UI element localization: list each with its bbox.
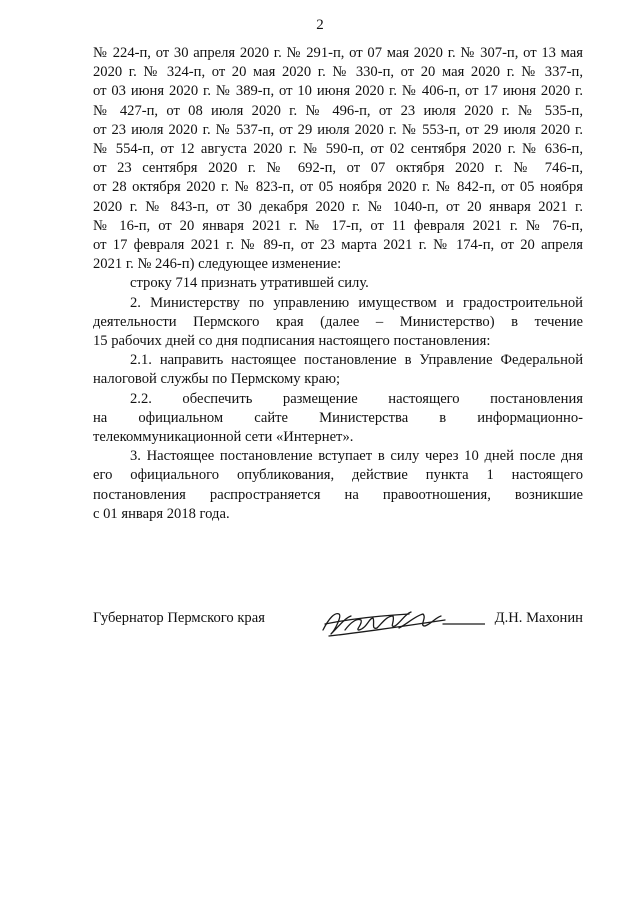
document-body <box>93 44 583 524</box>
signatory-title: Губернатор Пермского края <box>93 610 265 626</box>
text-line: 3. Настоящее постановление вступает в силу через 10 дней после дня <box>130 448 583 465</box>
text-line: № 16-п, от 20 января 2021 г. № 17-п, от 11 февраля 2021 г. № 76-п, <box>93 217 583 234</box>
signature-block <box>93 604 583 644</box>
text-line: 2.1. направить настоящее постановление в Управление Федеральной <box>130 352 583 369</box>
text-line: № 427-п, от 08 июля 2020 г. № 496-п, от 23 июля 2020 г. № 535-п, <box>93 102 583 119</box>
text-line: 15 рабочих дней со дня подписания настоящего постановления: <box>93 333 491 350</box>
text-line: постановления распространяется на правоотношения, возникшие <box>93 486 583 503</box>
text-line: 2021 г. № 246-п) следующее изменение: <box>93 256 342 273</box>
text-line: от 17 февраля 2021 г. № 89-п, от 23 марта 2021 г. № 174-п, от 20 апреля <box>93 237 583 254</box>
paragraph-item-2-1 <box>93 351 583 389</box>
text-line: строку 714 признать утратившей силу. <box>130 275 369 292</box>
page-number: 2 <box>316 17 324 33</box>
text-line: от 23 сентября 2020 г. № 692-п, от 07 октября 2020 г. № 746-п, <box>93 160 583 177</box>
text-line: деятельности Пермского края (далее – Министерство) в течение <box>93 313 583 330</box>
text-line: от 03 июня 2020 г. № 389-п, от 10 июня 2020 г. № 406-п, от 17 июня 2020 г. <box>93 83 583 100</box>
text-line: 2. Министерству по управлению имуществом и градостроительной <box>130 294 583 311</box>
text-line: на официальном сайте Министерства в информационно- <box>93 409 583 426</box>
paragraph-item-3 <box>93 447 583 524</box>
text-line: № 224-п, от 30 апреля 2020 г. № 291-п, от 07 мая 2020 г. № 307-п, от 13 мая <box>93 45 583 61</box>
text-line: от 23 июля 2020 г. № 537-п, от 29 июля 2020 г. № 553-п, от 29 июля 2020 г. <box>93 121 583 138</box>
paragraph-amendments-list <box>93 44 583 274</box>
paragraph-repeal-line <box>93 274 583 293</box>
text-line: телекоммуникационной сети «Интернет». <box>93 429 354 446</box>
text-line: налоговой службы по Пермскому краю; <box>93 371 341 388</box>
handwritten-signature <box>315 604 485 640</box>
text-line: 2.2. обеспечить размещение настоящего постановления <box>130 390 583 407</box>
text-line: от 28 октября 2020 г. № 823-п, от 05 ноября 2020 г. № 842-п, от 05 ноября <box>93 179 583 196</box>
paragraph-item-2-2 <box>93 390 583 448</box>
text-line: 2020 г. № 843-п, от 30 декабря 2020 г. № 1040-п, от 20 января 2021 г. <box>93 198 583 215</box>
text-line: 2020 г. № 324-п, от 20 мая 2020 г. № 330-п, от 20 мая 2020 г. № 337-п, <box>93 64 583 81</box>
text-line: его официального опубликования, действие пункта 1 настоящего <box>93 467 583 484</box>
signatory-name: Д.Н. Махонин <box>494 610 583 626</box>
paragraph-item-2 <box>93 294 583 352</box>
text-line: № 554-п, от 12 августа 2020 г. № 590-п, от 02 сентября 2020 г. № 636-п, <box>93 141 583 158</box>
text-line: с 01 января 2018 года. <box>93 505 230 522</box>
